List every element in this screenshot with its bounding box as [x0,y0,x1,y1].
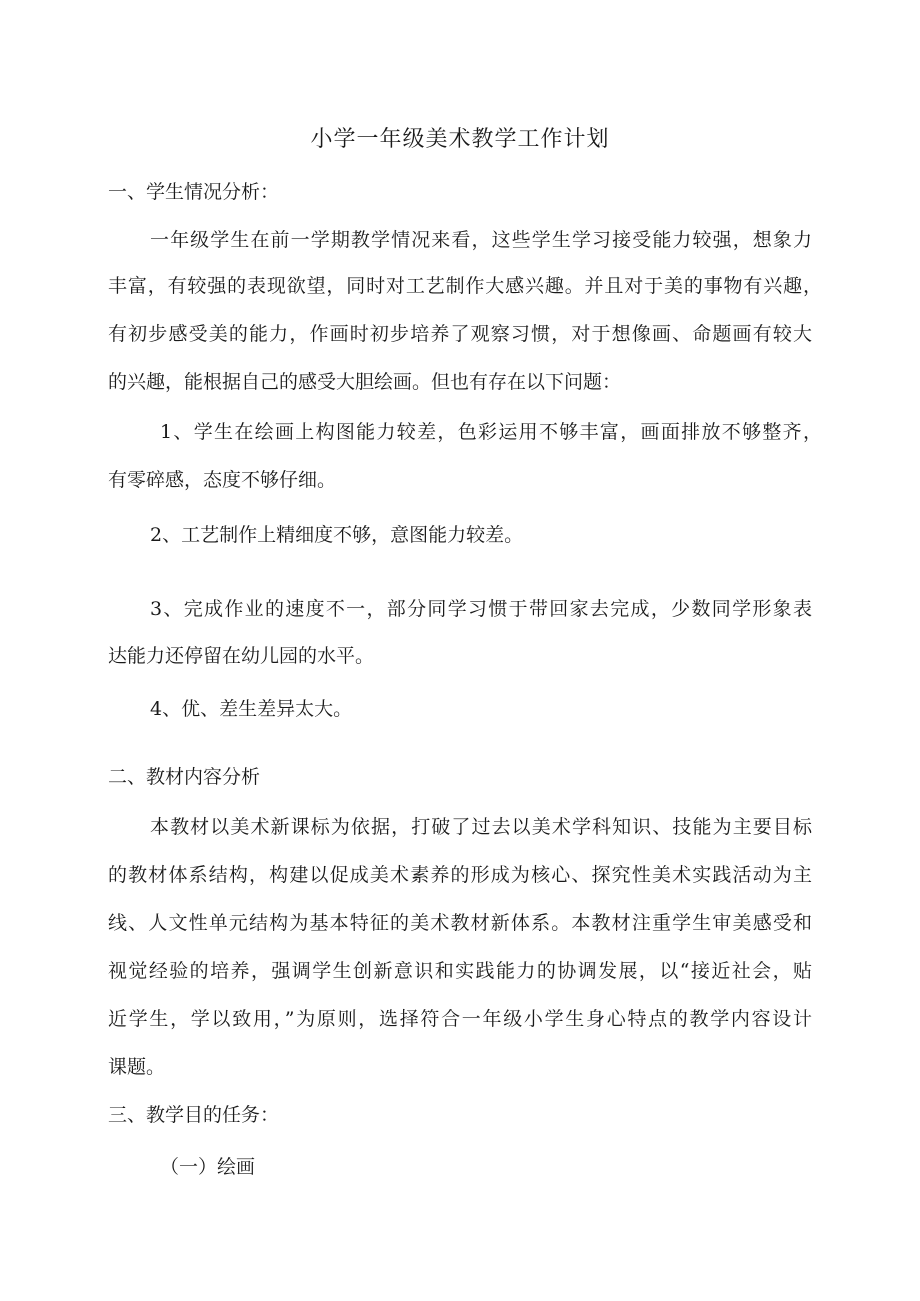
paragraph-line: 丰富，有较强的表现欲望，同时对工艺制作大感兴趣。并且对于美的事物有兴趣， [108,275,822,297]
list-item-line: 3、完成作业的速度不一，部分同学习惯于带回家去完成，少数同学形象表 [150,598,812,620]
section-heading: 一、学生情况分析： [108,181,280,203]
section-heading: 二、教材内容分析 [108,766,261,788]
paragraph-line: 课题。 [108,1056,166,1078]
paragraph-line: 有初步感受美的能力，作画时初步培养了观察习惯，对于想像画、命题画有较大 [108,323,812,345]
document-title: 小学一年级美术教学工作计划 [310,127,610,152]
list-item-line: 达能力还停留在幼儿园的水平。 [108,645,375,667]
paragraph-line: 一年级学生在前一学期教学情况来看，这些学生学习接受能力较强，想象力 [150,229,812,251]
list-item-line: 4、优、差生差异太大。 [150,698,353,720]
paragraph-line: 的兴趣，能根据自己的感受大胆绘画。但也有存在以下问题： [108,371,622,393]
list-item-line: 有零碎感，态度不够仔细。 [108,469,337,491]
paragraph-line: 视觉经验的培养，强调学生创新意识和实践能力的协调发展，以“接近社会，贴 [108,960,812,982]
paragraph-line: 的教材体系结构，构建以促成美术素养的形成为核心、探究性美术实践活动为主 [108,864,812,886]
paragraph-line: 本教材以美术新课标为依据，打破了过去以美术学科知识、技能为主要目标 [150,816,812,838]
paragraph-line: 线、人文性单元结构为基本特征的美术教材新体系。本教材注重学生审美感受和 [108,912,812,934]
list-item-line: 1、学生在绘画上构图能力较差，色彩运用不够丰富，画面排放不够整齐， [160,421,822,443]
subheading: （一）绘画 [160,1156,256,1178]
paragraph-line: 近学生，学以致用，”为原则，选择符合一年级小学生身心特点的教学内容设计 [108,1008,812,1030]
list-item-line: 2、工艺制作上精细度不够，意图能力较差。 [150,524,524,546]
section-heading: 三、教学目的任务： [108,1104,280,1126]
